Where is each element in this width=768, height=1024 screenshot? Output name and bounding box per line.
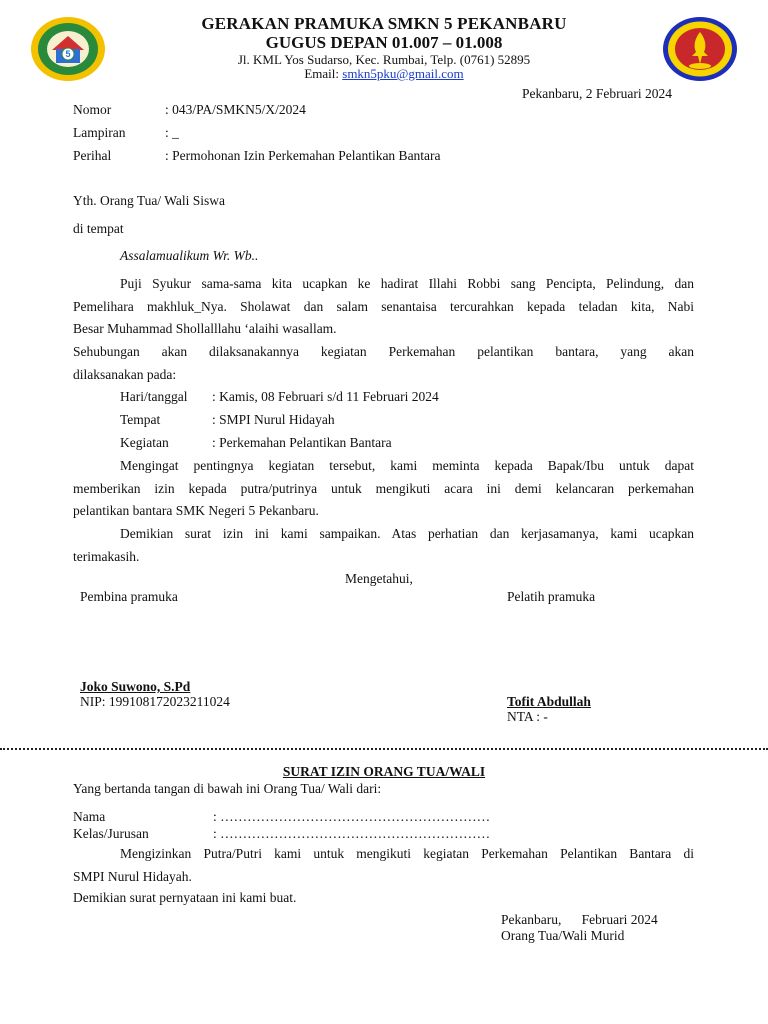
meta-value-perihal: : Permohonan Izin Perkemahan Pelantikan Bantara (165, 148, 441, 163)
detail-value-place: : SMPI Nurul Hidayah (212, 412, 335, 427)
paragraph-line: terimakasih. (73, 548, 140, 564)
slip-title: SURAT IZIN ORANG TUA/WALI (282, 764, 486, 779)
paragraph-line: memberikan izin kepada putra/putrinya untuk mengikuti acara ini demi kelancaran perkemahan (73, 480, 694, 496)
left-signatory-role: Pembina pramuka (80, 589, 178, 604)
meta-value-lampiran: : _ (165, 125, 179, 140)
email-line (0, 66, 768, 82)
acknowledged-label: Mengetahui, (345, 571, 413, 586)
request-paragraph (73, 455, 694, 523)
paragraph-line: Demikian surat izin ini kami sampaikan. Atas perhatian dan kerjasamanya, kami ucapkan (120, 526, 694, 541)
detail-label-place: Tempat (120, 412, 161, 427)
meta-label-lampiran: Lampiran (73, 125, 126, 140)
opening-paragraph (73, 273, 694, 341)
greeting: Assalamualikum Wr. Wb.. (120, 248, 259, 263)
letter-date: Pekanbaru, 2 Februari 2024 (522, 86, 672, 101)
svg-text:5: 5 (65, 49, 71, 59)
organization-title: GERAKAN PRAMUKA SMKN 5 PEKANBARU (201, 14, 567, 33)
closing-paragraph (73, 523, 694, 568)
paragraph-line: Mengizinkan Putra/Putri kami untuk mengikuti kegiatan Perkemahan Pelantikan Bantara di (120, 846, 694, 861)
slip-field-class[interactable]: : …………………………………………………… (213, 826, 491, 841)
event-paragraph (73, 341, 694, 386)
right-signatory-role: Pelatih pramuka (507, 589, 596, 604)
email-link[interactable]: smkn5pku@gmail.com (342, 66, 464, 81)
slip-field-label-class: Kelas/Jurusan (73, 826, 149, 841)
right-signatory-name: Tofit Abdullah (507, 694, 591, 709)
detail-value-activity: : Perkemahan Pelantikan Bantara (212, 435, 392, 450)
cut-line-divider (0, 748, 768, 750)
recipient-place: di tempat (73, 221, 124, 236)
detail-value-date: : Kamis, 08 Februari s/d 11 Februari 2024 (212, 389, 439, 404)
paragraph-line: pelantikan bantara SMK Negeri 5 Pekanbaru. (73, 503, 319, 518)
meta-value-nomor: : 043/PA/SMKN5/X/2024 (165, 102, 306, 117)
slip-field-name[interactable]: : …………………………………………………… (213, 809, 491, 824)
slip-sign-date: Pekanbaru, Februari 2024 (501, 912, 658, 927)
right-signatory-id: NTA : - (507, 709, 548, 724)
meta-label-nomor: Nomor (73, 102, 112, 117)
paragraph-line: Pemelihara makhluk_Nya. Sholawat dan salam senantaisa tercurahkan kepada teladan kita, Nabi (73, 298, 694, 314)
slip-sign-role: Orang Tua/Wali Murid (501, 928, 625, 943)
left-signatory-name: Joko Suwono, S.Pd (80, 679, 191, 694)
detail-label-date: Hari/tanggal (120, 389, 188, 404)
slip-closing: Demikian surat pernyataan ini kami buat. (73, 890, 297, 905)
paragraph-line: dilaksanakan pada: (73, 366, 177, 382)
paragraph-line: Sehubungan akan dilaksanakannya kegiatan Perkemahan pelantikan bantara, yang akan (73, 344, 694, 359)
detail-label-activity: Kegiatan (120, 435, 169, 450)
meta-label-perihal: Perihal (73, 148, 112, 163)
paragraph-line: SMPI Nurul Hidayah. (73, 868, 192, 884)
paragraph-line: Besar Muhammad Shollalllahu ‘alaihi wasallam. (73, 321, 337, 336)
address: Jl. KML Yos Sudarso, Kec. Rumbai, Telp. (0761) 52895 (237, 52, 531, 67)
slip-paragraph (73, 843, 694, 888)
slip-intro: Yang bertanda tangan di bawah ini Orang Tua/ Wali dari: (73, 781, 382, 796)
paragraph-line: Puji Syukur sama-sama kita ucapkan ke hadirat Illahi Robbi sang Pencipta, Pelindung, dan (120, 276, 694, 291)
email-label: Email: (304, 66, 343, 81)
paragraph-line: Mengingat pentingnya kegiatan tersebut, kami meminta kepada Bapak/Ibu untuk dapat (120, 458, 694, 473)
recipient: Yth. Orang Tua/ Wali Siswa (73, 193, 226, 208)
slip-field-label-name: Nama (73, 809, 106, 824)
troop-number: GUGUS DEPAN 01.007 – 01.008 (265, 33, 503, 52)
left-signatory-id: NIP: 199108172023211024 (80, 694, 230, 709)
